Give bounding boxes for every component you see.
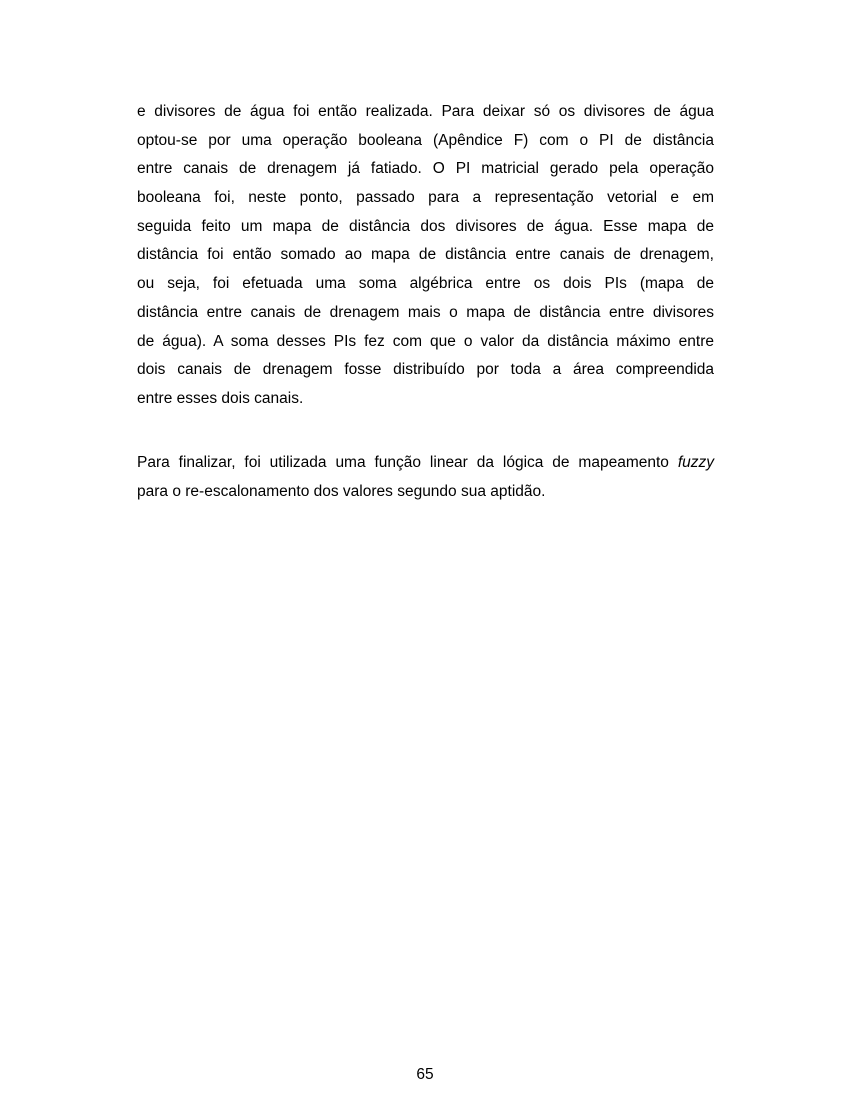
paragraph-1-line: optou-se por uma operação booleana (Apêndice F) com o PI de distância xyxy=(137,131,714,149)
paragraph-1-line: entre canais de drenagem já fatiado. O PI matricial gerado pela operação xyxy=(137,160,714,178)
paragraph-1-line: seguida feito um mapa de distância dos divisores de água. Esse mapa de xyxy=(137,217,714,235)
paragraph-1-line: ou seja, foi efetuada uma soma algébrica entre os dois PIs (mapa de xyxy=(137,275,714,293)
paragraph-1 xyxy=(137,98,714,414)
page-number: 65 xyxy=(416,1066,434,1083)
paragraph-1-line: de água). A soma desses PIs fez com que o valor da distância máximo entre xyxy=(137,332,714,350)
paragraph-2-line-1-text: Para finalizar, foi utilizada uma função linear da lógica de mapeamento xyxy=(137,454,669,471)
paragraph-2-line xyxy=(137,449,714,478)
paragraph-1-line: e divisores de água foi então realizada. Para deixar só os divisores de água xyxy=(137,103,714,120)
paragraph-1-line: distância foi então somado ao mapa de distância entre canais de drenagem, xyxy=(137,246,714,264)
paragraph-1-line: booleana foi, neste ponto, passado para a representação vetorial e em xyxy=(137,189,714,207)
paragraph-1-line: dois canais de drenagem fosse distribuído por toda a área compreendida xyxy=(137,361,714,379)
paragraph-2 xyxy=(137,449,714,506)
paragraph-2-line: para o re-escalonamento dos valores segundo sua aptidão. xyxy=(137,482,546,500)
paragraph-1-line: entre esses dois canais. xyxy=(137,389,304,407)
italic-term-fuzzy: fuzzy xyxy=(677,454,714,471)
paragraph-1-line: distância entre canais de drenagem mais o mapa de distância entre divisores xyxy=(137,303,714,321)
